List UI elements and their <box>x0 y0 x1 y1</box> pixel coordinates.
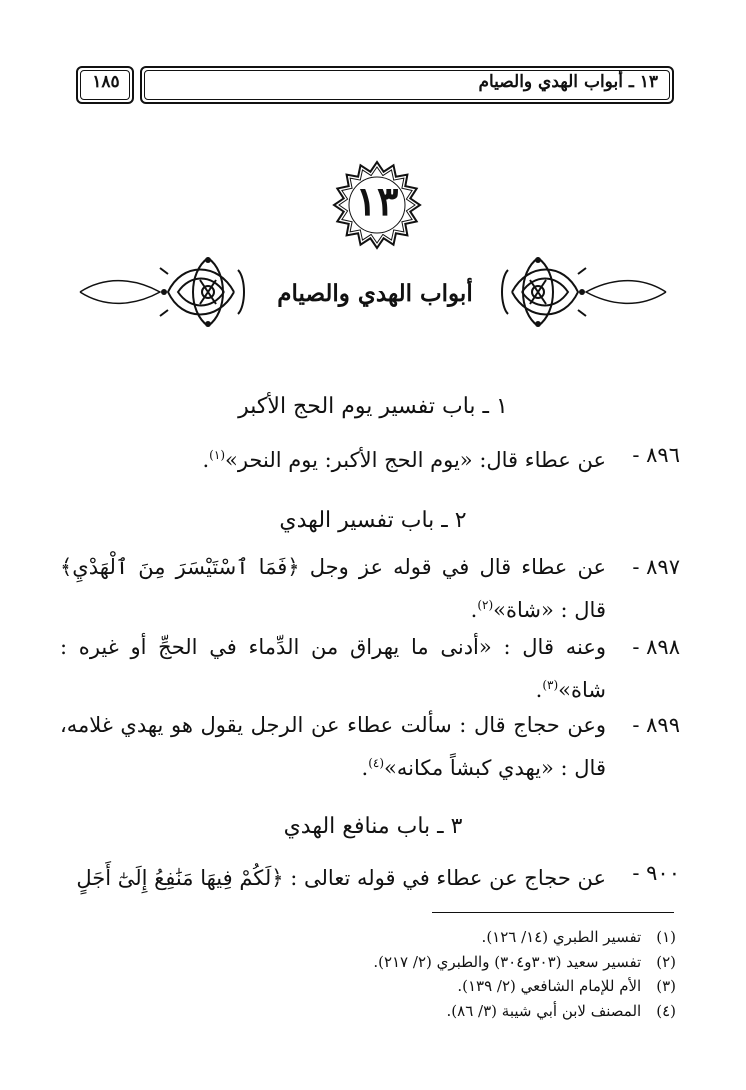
hadith-entry <box>60 706 680 787</box>
chapter-title: أبواب الهدي والصيام <box>277 280 473 307</box>
entry-text: عن حجاج عن عطاء في قوله تعالى : ﴿لَكُمْ فِيهَا مَنَٰفِعُ إِلَىٰٓ أَجَلٍ <box>76 866 606 890</box>
footnote <box>70 1002 676 1027</box>
footnote-text: تفسير الطبري (١٤/ ١٢٦). <box>481 928 642 946</box>
entry-number: ٩٠٠ - <box>632 861 680 885</box>
footnote-text: المصنف لابن أبي شيبة (٣/ ٨٦). <box>446 1001 642 1020</box>
footnote-ref: (٤) <box>368 756 385 770</box>
chapter-number: ١٣ <box>355 178 399 225</box>
entry-text: وعن حجاج قال : سألت عطاء عن الرجل يقول هو يهدي غلامه، قال : «يهدي كبشاً مكانه»$^{(٤)}$. <box>60 713 606 780</box>
footnote <box>70 928 676 953</box>
entry-number: ٨٩٧ - <box>632 555 680 579</box>
footnote-number: (٢) <box>656 952 676 971</box>
footnotes <box>70 928 676 1026</box>
footnote-number: (٣) <box>656 977 676 995</box>
entry-text: وعنه قال : «أدنى ما يهراق من الدِّماء في الحجِّ أو غيره : شاة»$^{(٣)}$. <box>60 635 606 702</box>
footnote-ref: (١) <box>209 448 225 462</box>
entry-text: عن عطاء قال في قوله عز وجل ﴿فَمَا ٱسْتَيْسَرَ مِنَ ٱلْهَدْيِ﴾ قال : «شاة»$^{(٢)}$. <box>60 555 606 622</box>
footnote <box>70 977 676 1002</box>
hadith-entry <box>60 548 680 629</box>
entry-text: عن عطاء قال: «يوم الحج الأكبر: يوم النحر»$^{(١)}$. <box>202 448 606 472</box>
footnote <box>70 953 676 978</box>
entry-number: ٨٩٨ - <box>632 635 680 659</box>
hadith-entry <box>60 854 680 897</box>
footnote-text: تفسير سعيد (٣٠٣و٣٠٤) والطبري (٢/ ٢١٧). <box>373 952 642 971</box>
section-heading: ٢ ـ باب تفسير الهدي <box>279 508 467 533</box>
section-heading: ١ ـ باب تفسير يوم الحج الأكبر <box>238 394 508 419</box>
footnote-number: (١) <box>656 928 676 946</box>
section-heading: ٣ ـ باب منافع الهدي <box>283 814 463 839</box>
entry-number: ٨٩٩ - <box>632 713 680 737</box>
footnote-ref: (٢) <box>477 598 494 612</box>
running-title: ١٣ ـ أبواب الهدي والصيام <box>478 72 658 92</box>
running-header <box>76 66 674 106</box>
entry-number: ٨٩٦ - <box>632 443 680 467</box>
hadith-entry <box>60 628 680 709</box>
footnote-number: (٤) <box>656 1001 676 1020</box>
hadith-entry <box>60 436 680 479</box>
footnote-text: الأم للإمام الشافعي (٢/ ١٣٩). <box>457 977 642 995</box>
page-number: ١٨٥ <box>92 72 120 92</box>
footnote-divider <box>432 912 674 913</box>
footnote-ref: (٣) <box>542 678 559 692</box>
